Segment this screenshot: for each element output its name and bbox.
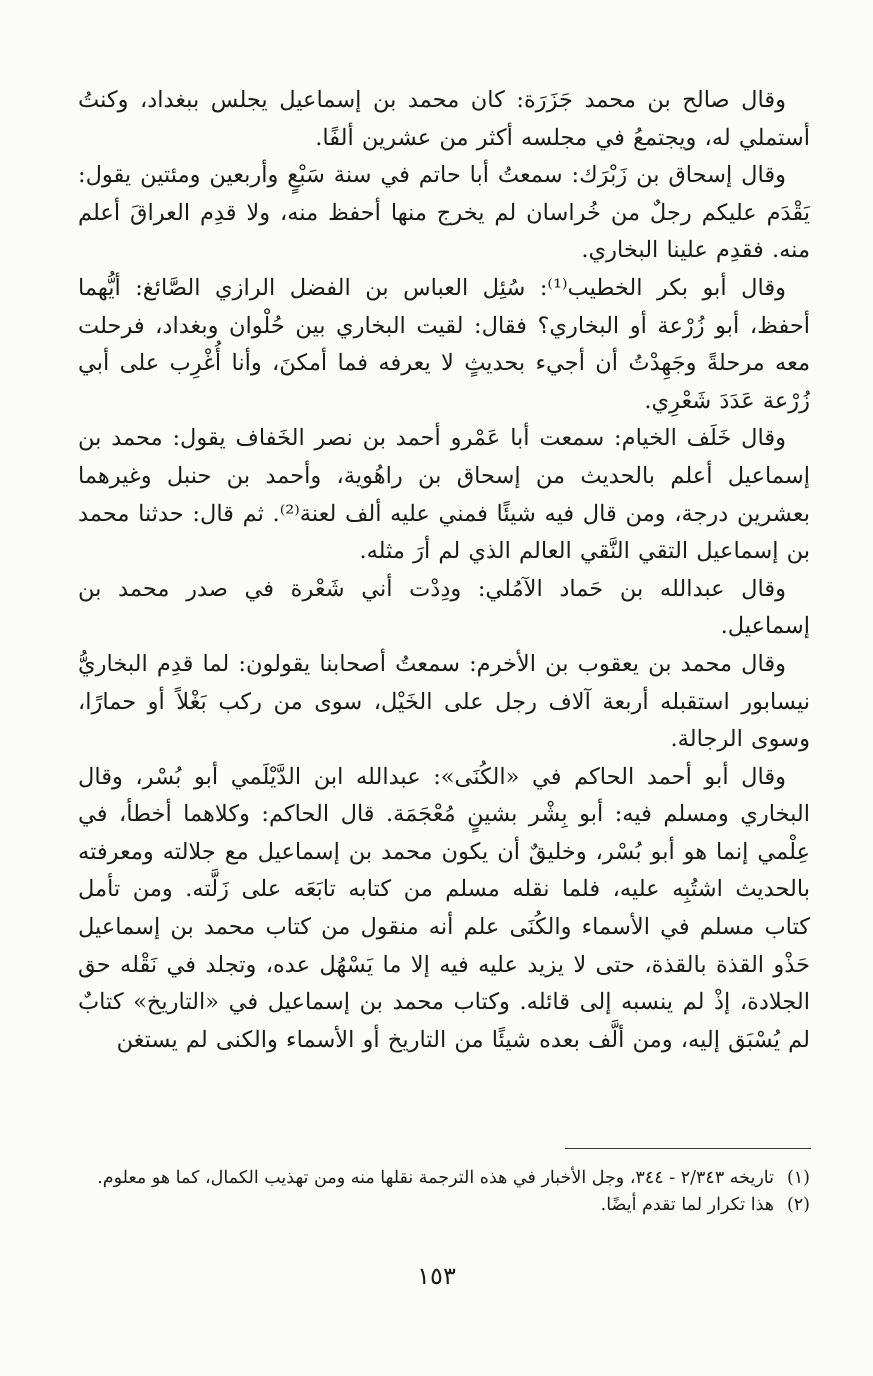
paragraph: وقال محمد بن يعقوب بن الأخرم: سمعتُ أصحابنا يقولون: لما قدِم البخاريُّ نيسابور استقبله أربعة آلاف رجل على الخَيْل، سوى من ركب بَغْلاً أو حمارًا، وسوى الرجالة.	[78, 650, 810, 753]
footnote-text: هذا تكرار لما تقدم أيضًا.	[600, 1195, 774, 1215]
footnote-separator	[565, 1148, 811, 1149]
paragraph: وقال عبدالله بن حَماد الآمُلي: ودِدْت أني شَعْرة في صدر محمد بن إسماعيل.	[78, 575, 810, 640]
footnotes	[78, 1165, 810, 1219]
page-number: ١٥٣	[417, 1262, 456, 1290]
paragraph: وقال أبو أحمد الحاكم في «الكُنَى»: عبدالله ابن الدَّيْلَمي أبو بُسْر، وقال البخاري ومسلم فيه: أبو بِشْر بشينٍ مُعْجَمَة. قال الحاكم: وكلاهما أخطأ، في عِلْمي إنما هو أبو بُسْر، وخليقٌ أن يكون محمد بن إسماعيل مع جلالته ومعرفته بالحديث اشتُبِه عليه، فلما نقله مسلم من كتابه تابَعَه على زَلَّته. ومن تأمل كتاب مسلم في الأسماء والكُنَى علم أنه منقول من كتاب محمد بن إسماعيل حَذْو القذة بالقذة، حتى لا يزيد عليه فيه إلا ما يَسْهُل عده، وتجلد في نَقْله حق الجلادة، إذْ لم ينسبه إلى قائله. وكتاب محمد بن إسماعيل في «التاريخ» كتابٌ لم يُسْبَق إليه، ومن ألَّف بعده شيئًا من التاريخ أو الأسماء والكنى لم يستغن	[78, 763, 810, 1053]
footnote-text: تاريخه ٢/٣٤٣ - ٣٤٤، وجل الأخبار في هذه الترجمة نقلها منه ومن تهذيب الكمال، كما هو معلوم.	[97, 1168, 774, 1188]
main-text	[78, 82, 810, 1059]
footnote-number: (٢)	[786, 1195, 810, 1215]
footnote	[78, 1165, 810, 1192]
paragraph: وقال صالح بن محمد جَزَرَة: كان محمد بن إسماعيل يجلس ببغداد، وكنتُ أستملي له، ويجتمعُ في مجلسه أكثر من عشرين ألفًا.	[78, 87, 810, 151]
footnote-number: (١)	[786, 1168, 810, 1188]
paragraph: وقال أبو بكر الخطيب⁽¹⁾: سُئِل العباس بن الفضل الرازي الصَّائغ: أيُّهما أحفظ، أبو زُرْعة أو البخاري؟ فقال: لقيت البخاري بين حُلْوان وبغداد، فرحلت معه مرحلةً وجَهِدْتُ أن أجيء بحديثٍ لا يعرفه فما أمكنَ، وأنا أُغْرِب على أبي زُرْعة عَدَدَ شَعْرِي.	[78, 274, 810, 414]
footnote	[78, 1192, 810, 1219]
paragraph: وقال خَلَف الخيام: سمعت أبا عَمْرو أحمد بن نصر الخَفاف يقول: محمد بن إسماعيل أعلم بالحديث من إسحاق بن راهُوية، وأحمد بن حنبل وغيرهما بعشرين درجة، ومن قال فيه شيئًا فمني عليه ألف لعنة⁽²⁾. ثم قال: حدثنا محمد بن إسماعيل التقي النَّقي العالم الذي لم أرَ مثله.	[78, 425, 810, 565]
paragraph: وقال إسحاق بن زَبْرَك: سمعتُ أبا حاتم في سنة سَبْعٍ وأربعين ومئتين يقول: يَقْدَم عليكم رجلٌ من خُراسان لم يخرج منها أحفظ منه، ولا قدِم العراقَ أعلم منه. فقدِم علينا البخاري.	[78, 162, 810, 264]
